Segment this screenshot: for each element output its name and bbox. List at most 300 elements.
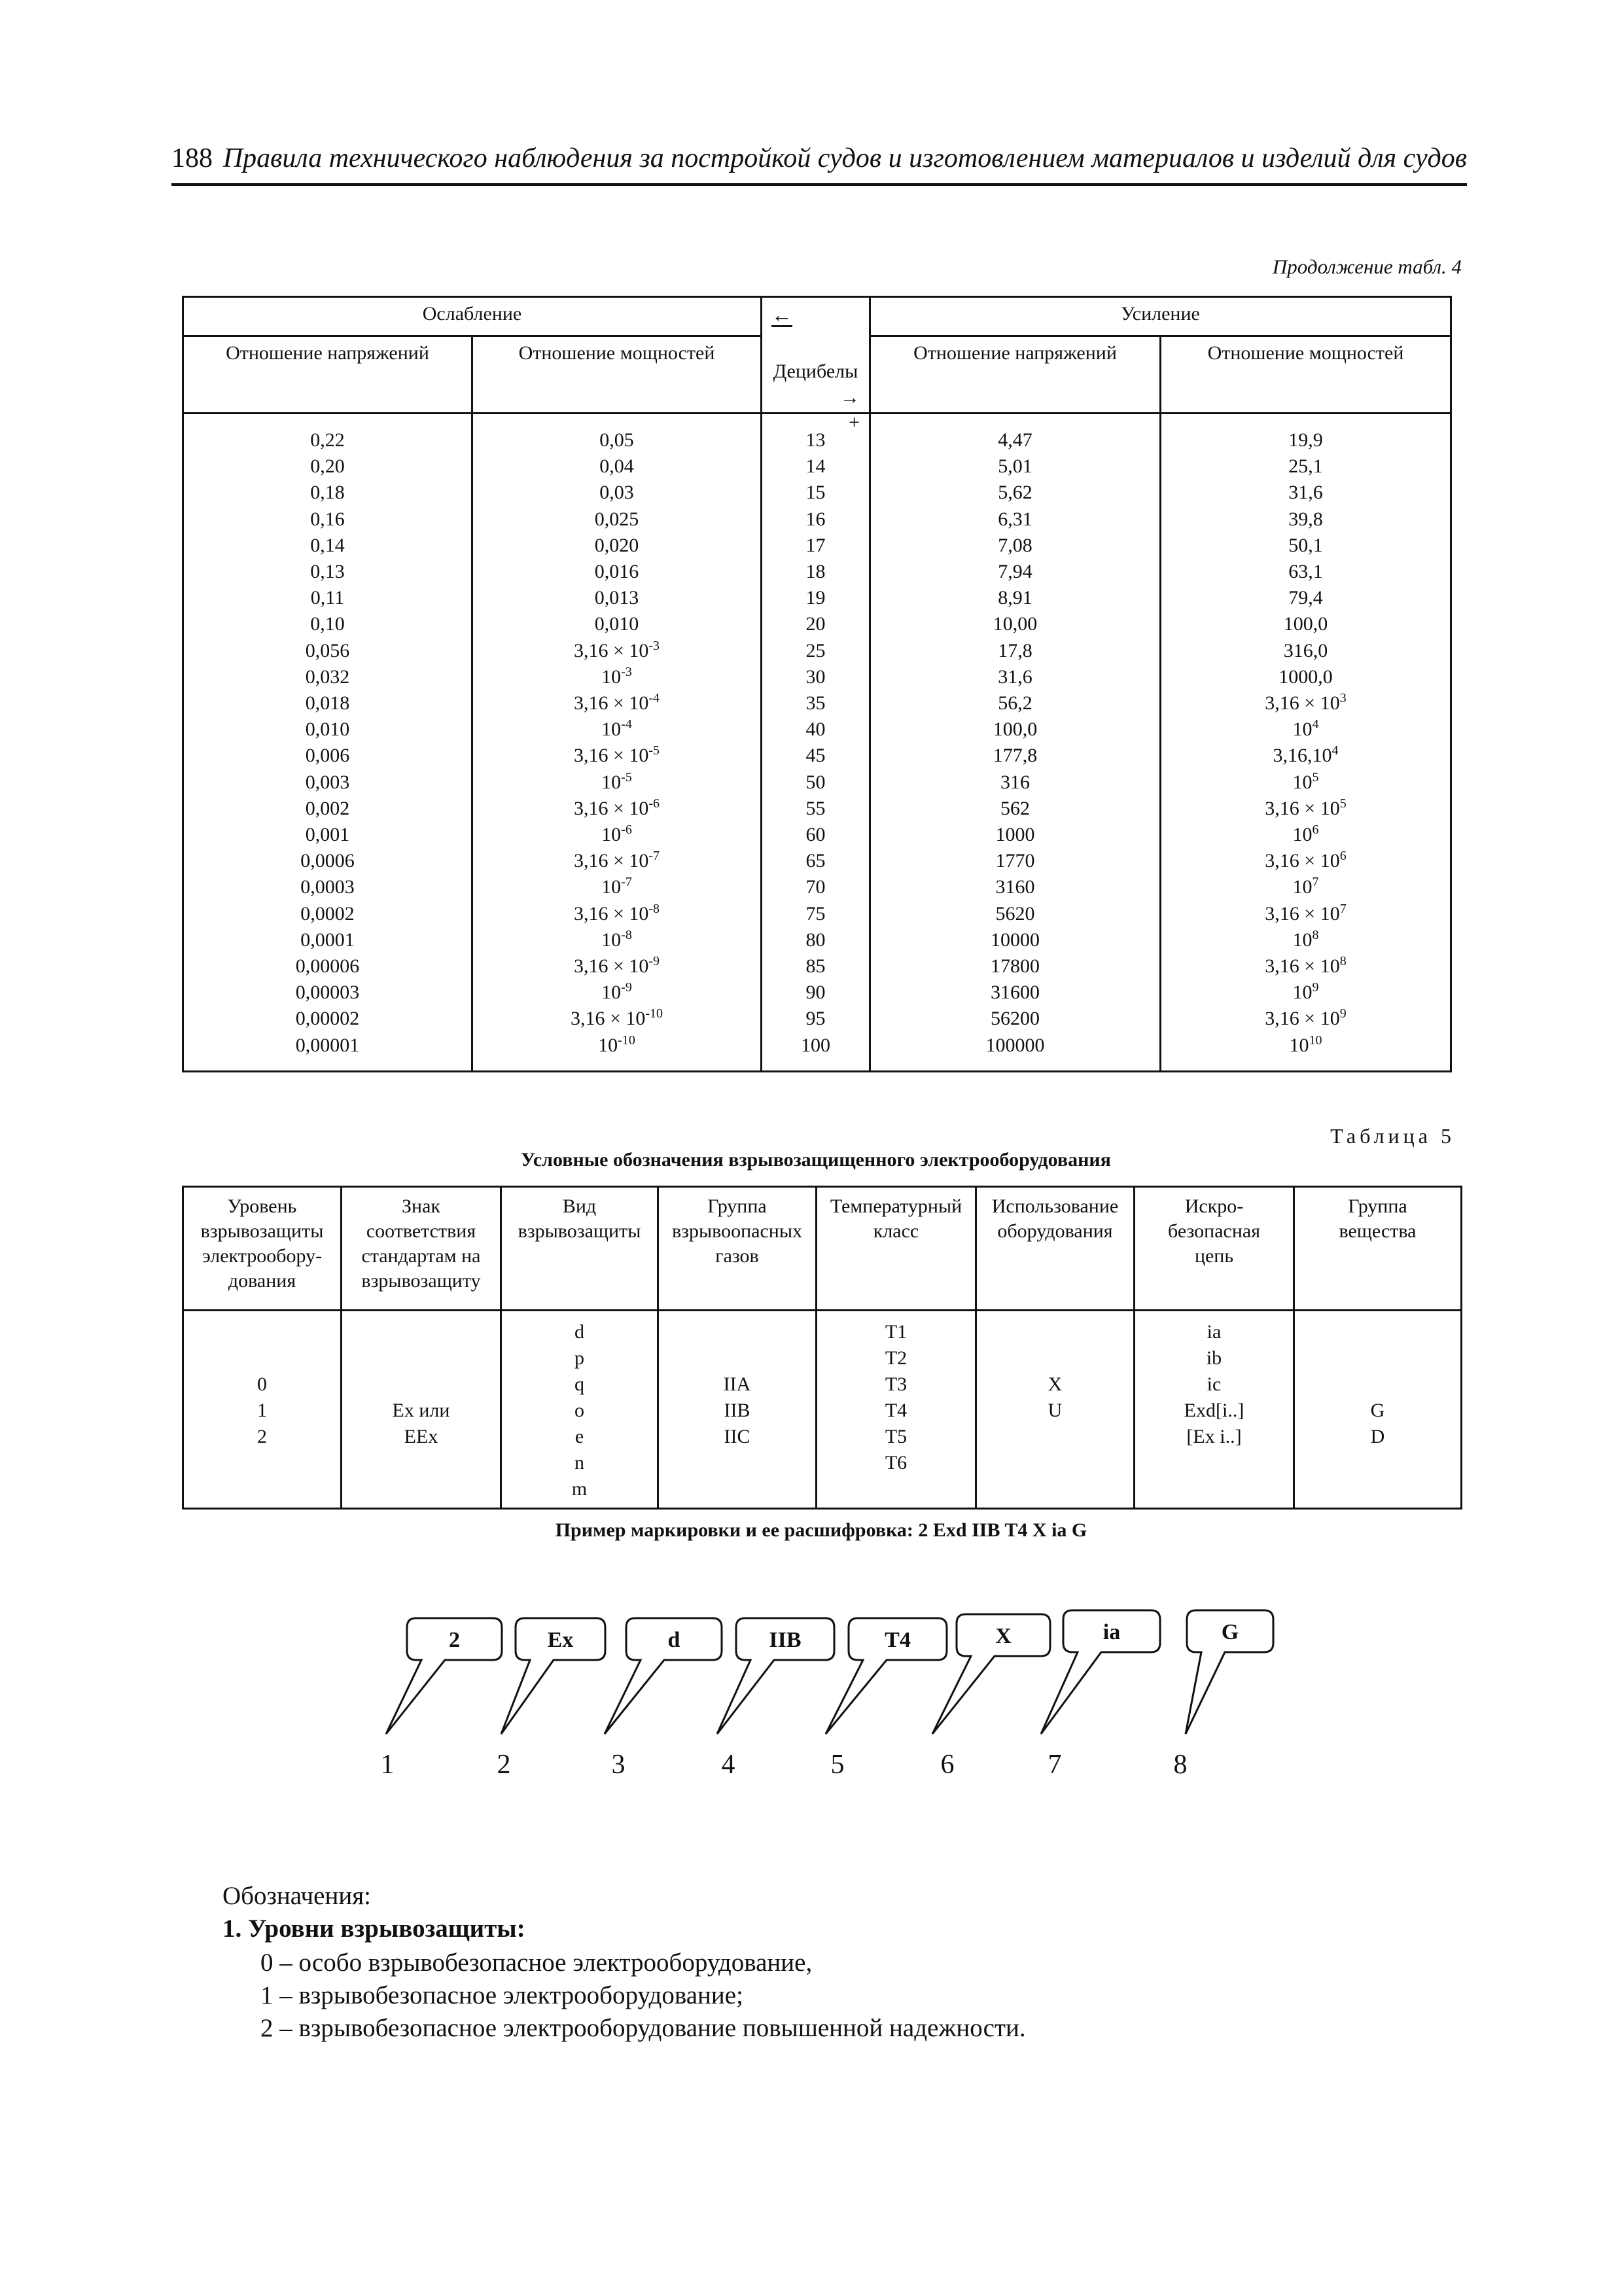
att-voltage-value: 0,010 (305, 718, 350, 741)
att-power-value (474, 848, 759, 874)
value-base: 10 (1289, 1034, 1309, 1056)
cell-line (1137, 1476, 1292, 1502)
value-exponent: -5 (648, 743, 660, 758)
cell-line (344, 1371, 499, 1398)
value-base: 31,6 (1288, 482, 1323, 504)
header-line: взрывоопасных (671, 1220, 803, 1242)
cell-line: p (574, 1347, 584, 1369)
gain-power-value (1163, 927, 1449, 953)
value-base: 0,03 (599, 482, 634, 504)
att-power-value (474, 533, 759, 559)
value-base: 19,9 (1288, 429, 1323, 451)
att-voltage-value: 0,11 (310, 587, 345, 609)
cell-line (978, 1345, 1132, 1371)
cell-line (344, 1345, 499, 1371)
header-line: электрообору- (202, 1245, 323, 1267)
decibel-value: 13 (805, 429, 826, 451)
att-power-value (474, 980, 759, 1006)
decibel-value: 25 (805, 639, 826, 662)
table4-continuation-caption: Продолжение табл. 4 (1272, 255, 1462, 278)
gain-voltage-value: 4,47 (998, 429, 1032, 451)
value-exponent: -10 (645, 1006, 663, 1021)
decibel-value: 85 (805, 955, 826, 978)
decibel-value: 19 (805, 587, 826, 609)
column-att-power (472, 414, 762, 1072)
cell-line (1296, 1319, 1459, 1345)
att-voltage-value: 0,006 (305, 745, 350, 767)
value-base: 63,1 (1288, 561, 1323, 583)
cell-line: IIA (723, 1373, 751, 1395)
value-base: 3,16 × 10 (1265, 797, 1340, 819)
header-line: Группа (1348, 1195, 1407, 1217)
value-base: 3,16 × 10 (573, 797, 649, 819)
gain-power-value (1163, 980, 1449, 1006)
gain-voltage-value: 1770 (995, 850, 1035, 872)
value-base: 3,16 × 10 (570, 1008, 646, 1030)
value-exponent: 8 (1312, 927, 1319, 942)
value-base: 10 (601, 771, 622, 793)
value-exponent: -8 (648, 901, 660, 916)
decibel-table (182, 296, 1452, 1072)
cell-line (185, 1476, 339, 1502)
att-power-value (474, 664, 759, 690)
cell-line: IIB (724, 1400, 750, 1421)
cell-line (660, 1476, 814, 1502)
header-line: взрывозащиты (200, 1220, 324, 1242)
value-base: 50,1 (1288, 534, 1323, 556)
cell-line (660, 1345, 814, 1371)
header-line: Группа (707, 1195, 767, 1217)
table5-cell (976, 1311, 1135, 1509)
gain-voltage-value: 7,94 (998, 561, 1032, 583)
value-base: 10 (1292, 928, 1313, 951)
cell-line: T3 (885, 1373, 908, 1395)
gain-power-value (1163, 796, 1449, 822)
cell-line: T5 (885, 1426, 908, 1447)
gain-power-value (1163, 611, 1449, 637)
header-line: Уровень (227, 1195, 297, 1217)
cell-line (978, 1319, 1132, 1345)
att-voltage-value: 0,14 (310, 534, 345, 556)
header-line: безопасная (1167, 1220, 1261, 1242)
value-base: 3,16 × 10 (1265, 902, 1340, 925)
table5-header-row (183, 1187, 1462, 1311)
arrow-right-icon: → (840, 387, 860, 408)
header-line: вещества (1339, 1220, 1417, 1242)
cell-line: T4 (885, 1400, 908, 1421)
value-exponent: -7 (648, 849, 660, 864)
att-power-value (474, 901, 759, 927)
gain-power-value (1163, 427, 1449, 453)
cell-line: 1 (257, 1400, 267, 1421)
att-voltage-value: 0,002 (305, 797, 350, 819)
gain-power-value (1163, 533, 1449, 559)
value-exponent: 10 (1309, 1033, 1322, 1048)
att-power-value (474, 927, 759, 953)
att-power-value (474, 743, 759, 769)
decibel-value: 15 (805, 482, 826, 504)
table5-title: Условные обозначения взрывозащищенного электрооборудования (521, 1149, 1111, 1171)
header-line: Вид (562, 1195, 597, 1217)
explosion-protection-table (182, 1186, 1462, 1510)
att-voltage-value: 0,018 (305, 692, 350, 715)
minus-icon (771, 325, 792, 327)
att-power-value (474, 769, 759, 796)
decibels-label: Децибелы (773, 361, 858, 382)
value-exponent: 9 (1312, 980, 1319, 995)
table5-cell (183, 1311, 342, 1509)
cell-line: o (574, 1400, 584, 1421)
cell-line (185, 1319, 339, 1345)
att-power-value (474, 638, 759, 664)
gain-power-value (1163, 848, 1449, 874)
gain-voltage-value: 177,8 (993, 745, 1038, 767)
value-exponent: -8 (621, 927, 632, 942)
gain-voltage-value: 17,8 (998, 639, 1032, 662)
callout-label: X (995, 1624, 1012, 1648)
att-power-value (474, 1006, 759, 1032)
gain-power-value (1163, 664, 1449, 690)
value-base: 10 (601, 824, 622, 846)
gain-voltage-value: 3160 (995, 876, 1035, 898)
decibel-value: 50 (805, 771, 826, 793)
att-voltage-value: 0,18 (310, 482, 345, 504)
value-base: 10 (601, 876, 622, 898)
gain-voltage-value: 6,31 (998, 508, 1032, 530)
value-base: 3,16 × 10 (1265, 692, 1340, 715)
att-power-value (474, 822, 759, 848)
cell-line (819, 1476, 974, 1502)
cell-line (978, 1476, 1132, 1502)
gain-power-value (1163, 901, 1449, 927)
att-voltage-value: 0,00003 (295, 981, 360, 1004)
value-exponent: -10 (618, 1033, 635, 1048)
value-base: 3,16 × 10 (1265, 850, 1340, 872)
value-exponent: -5 (621, 769, 632, 785)
cell-line (1296, 1345, 1459, 1371)
page-number: 188 (171, 143, 213, 173)
cell-line: 0 (257, 1373, 267, 1395)
value-base: 1000,0 (1278, 665, 1333, 688)
header-line: газов (715, 1245, 759, 1267)
cell-line (185, 1450, 339, 1476)
value-exponent: 6 (1312, 822, 1319, 838)
header-attenuation: Ослабление (183, 297, 762, 336)
value-base: 0,025 (594, 508, 639, 530)
table5-column-header (1294, 1187, 1462, 1311)
callout-number: 5 (830, 1750, 845, 1780)
header-line: Температурный (830, 1195, 962, 1217)
decibel-value: 17 (805, 534, 826, 556)
att-voltage-value: 0,16 (310, 508, 345, 530)
table5-cell (1135, 1311, 1294, 1509)
cell-line: T1 (885, 1321, 908, 1343)
cell-line (1296, 1450, 1459, 1476)
att-power-value (474, 506, 759, 533)
att-power-value (474, 1033, 759, 1059)
header-att-power-ratio: Отношение мощностей (472, 336, 762, 414)
table5-column-header (501, 1187, 658, 1311)
column-gain-voltage (870, 414, 1161, 1072)
cell-line: X (1048, 1373, 1063, 1395)
value-base: 0,013 (594, 587, 639, 609)
table5-column-header (658, 1187, 817, 1311)
decibel-value: 45 (805, 745, 826, 767)
value-base: 100,0 (1283, 613, 1328, 635)
gain-voltage-value: 5,01 (998, 455, 1032, 478)
decibel-value: 100 (801, 1034, 830, 1056)
decibel-value: 30 (805, 665, 826, 688)
value-exponent: 6 (1339, 849, 1347, 864)
header-line: взрывозащиту (361, 1270, 481, 1292)
gain-voltage-value: 100,0 (993, 718, 1038, 741)
cell-line: EEx (404, 1426, 438, 1447)
cell-line (344, 1319, 499, 1345)
gain-power-value (1163, 874, 1449, 900)
note-line: 1 – взрывобезопасное электрооборудование; (260, 1981, 743, 2009)
gain-voltage-value: 7,08 (998, 534, 1032, 556)
value-base: 0,020 (594, 534, 639, 556)
value-base: 10 (1292, 718, 1313, 741)
gain-voltage-value: 5,62 (998, 482, 1032, 504)
att-power-value (474, 559, 759, 585)
header-gain-voltage-ratio: Отношение напряжений (870, 336, 1161, 414)
value-base: 10 (1292, 876, 1313, 898)
header-gain-power-ratio: Отношение мощностей (1161, 336, 1451, 414)
gain-power-value (1163, 953, 1449, 980)
gain-voltage-value: 56,2 (998, 692, 1032, 715)
gain-power-value (1163, 716, 1449, 743)
gain-power-value (1163, 690, 1449, 716)
value-exponent: 8 (1339, 954, 1347, 969)
callout-bubble (605, 1618, 722, 1734)
att-voltage-value: 0,0003 (300, 876, 355, 898)
callout-number: 4 (721, 1750, 735, 1780)
value-exponent: 7 (1312, 875, 1319, 890)
decibel-value: 55 (805, 797, 826, 819)
value-base: 10 (1292, 981, 1313, 1004)
cell-line: [Ex i..] (1186, 1426, 1242, 1447)
callout-label: 2 (449, 1628, 460, 1652)
decibel-value: 75 (805, 902, 826, 925)
decibel-value: 20 (805, 613, 826, 635)
table5-cell (501, 1311, 658, 1509)
value-exponent: -7 (621, 875, 632, 890)
callout-bubble (386, 1618, 502, 1734)
att-voltage-value: 0,0006 (300, 850, 355, 872)
cell-line (660, 1319, 814, 1345)
att-voltage-value: 0,001 (305, 824, 350, 846)
cell-line: U (1048, 1400, 1063, 1421)
value-base: 39,8 (1288, 508, 1323, 530)
table5-column-header (342, 1187, 501, 1311)
att-voltage-value: 0,10 (310, 613, 345, 635)
value-base: 3,16,10 (1273, 745, 1332, 767)
marking-diagram (0, 1597, 1622, 1793)
value-exponent: -9 (621, 980, 632, 995)
value-exponent: 5 (1312, 769, 1319, 785)
value-exponent: 9 (1339, 1006, 1347, 1021)
callout-number: 7 (1048, 1750, 1062, 1780)
cell-line (660, 1450, 814, 1476)
cell-line: 2 (257, 1426, 267, 1447)
table5-column-header (817, 1187, 976, 1311)
table5-body-row (183, 1311, 1462, 1509)
decibel-value: 90 (805, 981, 826, 1004)
callout-number: 8 (1173, 1750, 1188, 1780)
att-power-value (474, 611, 759, 637)
header-line: взрывозащиты (518, 1220, 641, 1242)
value-base: 3,16 × 10 (573, 902, 649, 925)
gain-voltage-value: 5620 (995, 902, 1035, 925)
att-power-value (474, 427, 759, 453)
header-line: Знак (402, 1195, 440, 1217)
value-exponent: -6 (621, 822, 632, 838)
cell-line: T6 (885, 1452, 908, 1474)
value-base: 0,016 (594, 561, 639, 583)
att-voltage-value: 0,00002 (295, 1008, 360, 1030)
gain-power-value (1163, 559, 1449, 585)
gain-power-value (1163, 585, 1449, 611)
notes-heading: Обозначения: (222, 1882, 371, 1910)
gain-power-value (1163, 1033, 1449, 1059)
table5-column-header (183, 1187, 342, 1311)
cell-line: ib (1206, 1347, 1222, 1369)
cell-line: IIC (724, 1426, 750, 1447)
table5-cell (817, 1311, 976, 1509)
column-att-voltage (183, 414, 472, 1072)
callout-number: 3 (611, 1750, 626, 1780)
callout-number: 1 (380, 1750, 395, 1780)
value-base: 316,0 (1283, 639, 1328, 662)
value-exponent: -3 (621, 664, 632, 679)
value-exponent: 3 (1339, 691, 1347, 706)
decibel-value: 95 (805, 1008, 826, 1030)
gain-voltage-value: 10,00 (993, 613, 1038, 635)
cell-line (1296, 1476, 1459, 1502)
arrow-left-icon: ← (771, 303, 792, 327)
cell-line (978, 1424, 1132, 1450)
cell-line: ia (1207, 1321, 1222, 1343)
value-base: 3,16 × 10 (1265, 955, 1340, 978)
att-power-value (474, 480, 759, 506)
cell-line: e (574, 1426, 584, 1447)
header-line: класс (873, 1220, 919, 1242)
gain-voltage-value: 17800 (991, 955, 1040, 978)
header-line: Искро- (1184, 1195, 1244, 1217)
att-voltage-value: 0,032 (305, 665, 350, 688)
callout-label: d (667, 1628, 680, 1652)
gain-power-value (1163, 1006, 1449, 1032)
value-exponent: 4 (1312, 717, 1319, 732)
value-base: 10 (601, 665, 622, 688)
callout-label: Ex (547, 1628, 574, 1652)
decibel-value: 16 (805, 508, 826, 530)
gain-voltage-value: 100000 (985, 1034, 1045, 1056)
cell-line (1296, 1371, 1459, 1398)
cell-line: Exd[i..] (1184, 1400, 1244, 1421)
decibel-value: 18 (805, 561, 826, 583)
marking-example-title: Пример маркировки и ее расшифровка: 2 Exd IIB T4 X ia G (555, 1519, 1087, 1541)
gain-power-value (1163, 480, 1449, 506)
cell-line (344, 1476, 499, 1502)
page-header (171, 143, 1467, 186)
gain-power-value (1163, 743, 1449, 769)
decibel-value: 65 (805, 850, 826, 872)
callout-label: ia (1102, 1620, 1121, 1644)
header-line: соответствия (366, 1220, 476, 1242)
table5-cell (342, 1311, 501, 1509)
cell-line: G (1370, 1400, 1385, 1421)
cell-line (978, 1450, 1132, 1476)
header-decibels (762, 297, 870, 433)
column-gain-power (1161, 414, 1451, 1072)
cell-line (1137, 1450, 1292, 1476)
cell-line: ic (1207, 1373, 1222, 1395)
value-exponent: -6 (648, 796, 660, 811)
value-base: 3,16 × 10 (573, 692, 649, 715)
callout-label: IIB (769, 1628, 802, 1652)
column-decibels (762, 414, 870, 1072)
header-line: дования (228, 1270, 296, 1292)
cell-line: Ex или (392, 1400, 450, 1421)
header-line: цепь (1194, 1245, 1234, 1267)
att-voltage-value: 0,00006 (295, 955, 360, 978)
cell-line (185, 1345, 339, 1371)
note-line: 2 – взрывобезопасное электрооборудование повышенной надежности. (260, 2014, 1026, 2042)
header-gain: Усиление (870, 297, 1451, 336)
value-base: 10 (601, 928, 622, 951)
value-base: 3,16 × 10 (1265, 1008, 1340, 1030)
value-base: 10 (601, 718, 622, 741)
att-voltage-value: 0,0001 (300, 928, 355, 951)
value-base: 0,010 (594, 613, 639, 635)
gain-power-value (1163, 638, 1449, 664)
callout-label: G (1221, 1620, 1239, 1644)
header-line: Использование (991, 1195, 1119, 1217)
cell-line: n (574, 1452, 584, 1474)
decibel-value: 60 (805, 824, 826, 846)
att-voltage-value: 0,0002 (300, 902, 355, 925)
att-power-value (474, 874, 759, 900)
gain-power-value (1163, 769, 1449, 796)
value-base: 10 (1292, 771, 1313, 793)
value-exponent: -4 (621, 717, 632, 732)
gain-voltage-value: 8,91 (998, 587, 1032, 609)
table5-cell (658, 1311, 817, 1509)
value-exponent: 4 (1331, 743, 1339, 758)
gain-power-value (1163, 506, 1449, 533)
att-power-value (474, 953, 759, 980)
cell-line: D (1370, 1426, 1385, 1447)
gain-power-value (1163, 822, 1449, 848)
gain-voltage-value: 10000 (991, 928, 1040, 951)
value-base: 0,04 (599, 455, 634, 478)
att-voltage-value: 0,056 (305, 639, 350, 662)
att-voltage-value: 0,22 (310, 429, 345, 451)
att-power-value (474, 690, 759, 716)
value-base: 25,1 (1288, 455, 1323, 478)
value-base: 10 (598, 1034, 618, 1056)
value-base: 3,16 × 10 (573, 850, 649, 872)
gain-voltage-value: 56200 (991, 1008, 1040, 1030)
cell-line: d (574, 1321, 584, 1343)
att-voltage-value: 0,20 (310, 455, 345, 478)
gain-voltage-value: 31,6 (998, 665, 1032, 688)
gain-voltage-value: 1000 (995, 824, 1035, 846)
table5-column-header (976, 1187, 1135, 1311)
att-voltage-value: 0,13 (310, 561, 345, 583)
